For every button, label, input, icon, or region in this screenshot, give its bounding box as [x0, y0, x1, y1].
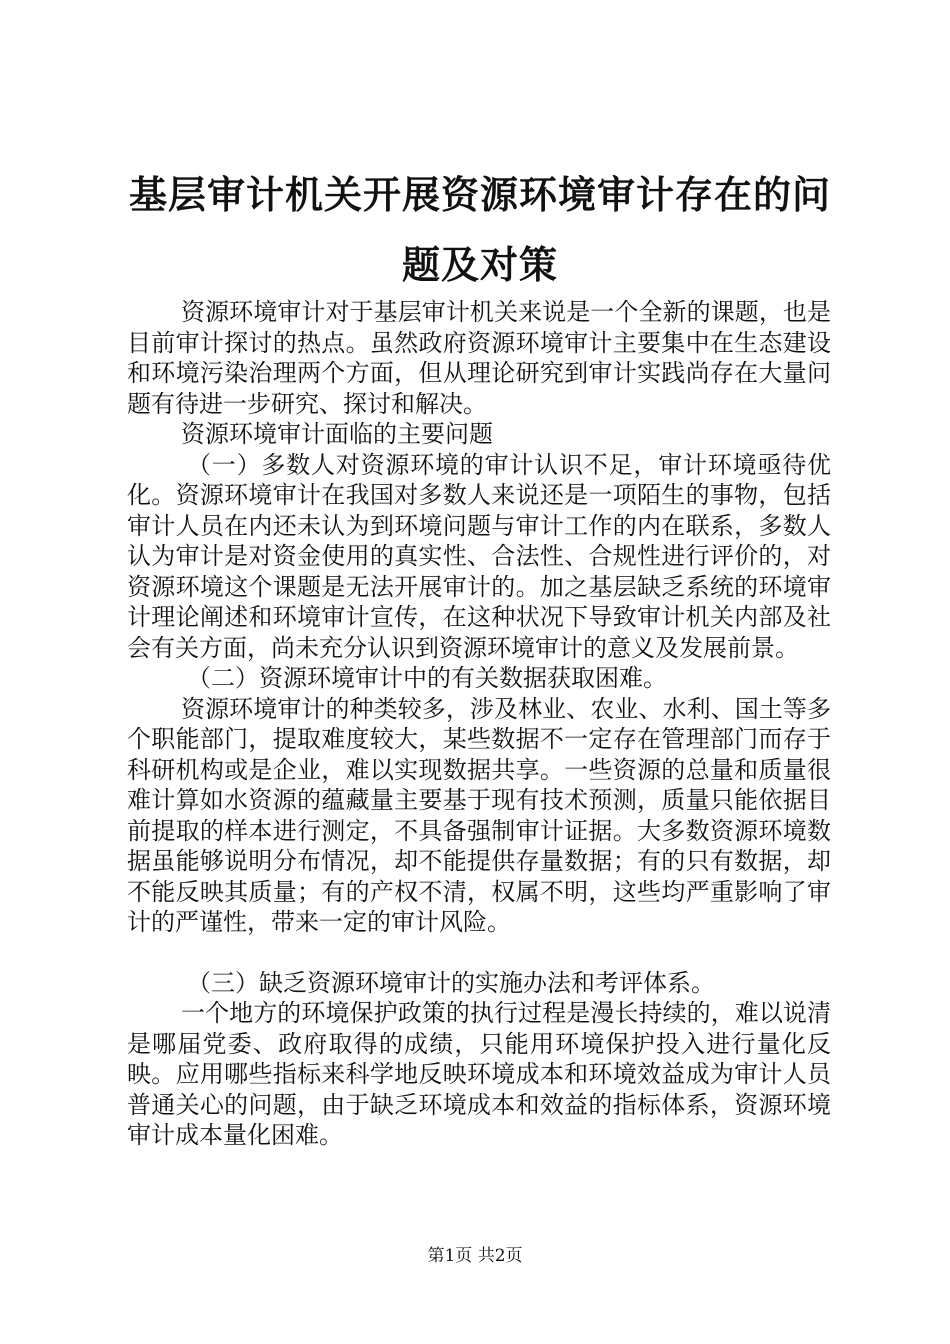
point-three-paragraph: 一个地方的环境保护政策的执行过程是漫长持续的，难以说清是哪届党委、政府取得的成绩，只能用环境保护投入进行量化反映。应用哪些指标来科学地反映环境成本和环境效益成为审计人员普通关心的问题，由于缺乏环境成本和效益的指标体系，资源环境审计成本量化困难。: [127, 999, 831, 1149]
point-one-paragraph: （一）多数人对资源环境的审计认识不足，审计环境亟待优化。资源环境审计在我国对多数人来说还是一项陌生的事物，包括审计人员在内还未认为到环境问题与审计工作的内在联系，多数人认为审计是对资金使用的真实性、合法性、合规性进行评价的，对资源环境这个课题是无法开展审计的。加之基层缺乏系统的环境审计理论阐述和环境审计宣传，在这种状况下导致审计机关内部及社会有关方面，尚未充分认识到资源环境审计的意义及发展前景。: [127, 450, 831, 662]
section-heading: 资源环境审计面临的主要问题: [181, 420, 493, 448]
point-two-paragraph: 资源环境审计的种类较多，涉及林业、农业、水利、国土等多个职能部门，提取难度较大，某些数据不一定存在管理部门而存于科研机构或是企业，难以实现数据共享。一些资源的总量和质量很难计算如水资源的蕴藏量主要基于现有技术预测，质量只能依据目前提取的样本进行测定，不具备强制审计证据。大多数资源环境数据虽能够说明分布情况，却不能提供存量数据；有的只有数据，却不能反映其质量；有的产权不清，权属不明，这些均严重影响了审计的严谨性，带来一定的审计风险。: [127, 694, 831, 936]
page-number-footer: 第1页 共2页: [427, 1246, 523, 1266]
point-two-heading: （二）资源环境审计中的有关数据获取困难。: [187, 664, 667, 692]
point-three-heading: （三）缺乏资源环境审计的实施办法和考评体系。: [187, 968, 715, 997]
intro-paragraph: 资源环境审计对于基层审计机关来说是一个全新的课题，也是目前审计探讨的热点。虽然政府资源环境审计主要集中在生态建设和环境污染治理两个方面，但从理论研究到审计实践尚存在大量问题有待进一步研究、探讨和解决。: [127, 298, 831, 418]
document-title: 基层审计机关开展资源环境审计存在的问题及对策: [128, 173, 831, 287]
document-body: [127, 297, 831, 1151]
paragraph-spacer: [127, 938, 831, 968]
